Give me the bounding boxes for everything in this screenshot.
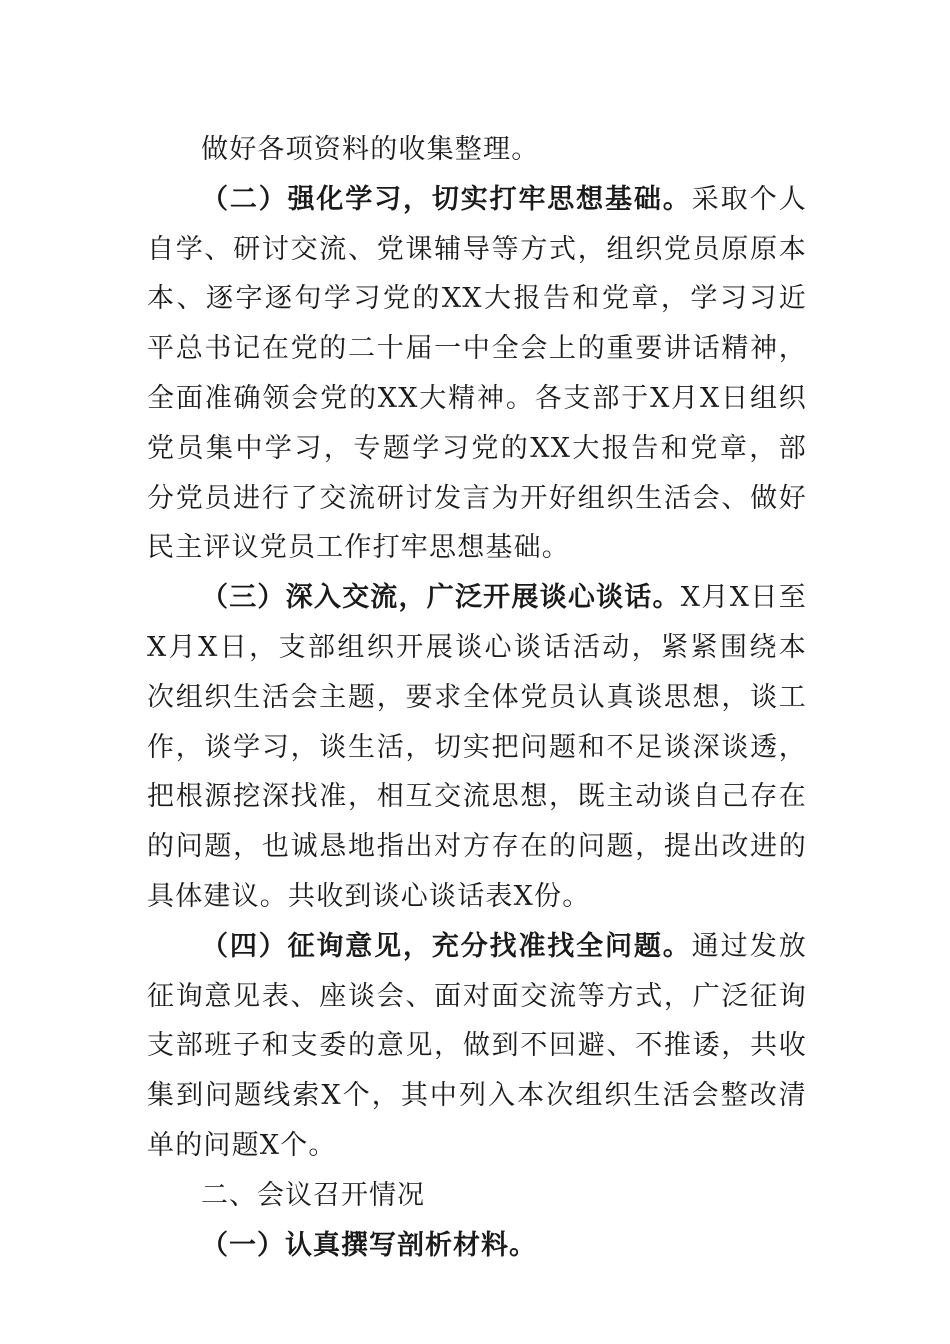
- sub-heading: （一）认真撰写剖析材料。: [201, 1229, 537, 1261]
- paragraph-study: [147, 175, 807, 573]
- document-body: [147, 125, 807, 1270]
- paragraph-lead: （二）强化学习，切实打牢思想基础。: [201, 183, 692, 215]
- paragraph-lead: （三）深入交流，广泛开展谈心谈话。: [201, 582, 681, 614]
- paragraph-lead: （四）征询意见，充分找准找全问题。: [201, 930, 692, 962]
- section-heading: 二、会议召开情况: [201, 1179, 425, 1211]
- paragraph-continuation: [147, 125, 807, 175]
- paragraph-text: 通过发放征询意见表、座谈会、面对面交流等方式，广泛征询支部班子和支委的意见，做到不回避、不推诿，共收集到问题线索X个，其中列入本次组织生活会整改清单的问题X个。: [147, 930, 807, 1161]
- paragraph-talks: [147, 573, 807, 922]
- paragraph-text: 做好各项资料的收集整理。: [201, 134, 540, 165]
- paragraph-text: X月X日至X月X日，支部组织开展谈心谈话活动，紧紧围绕本次组织生活会主题，要求全体党员认真谈思想，谈工作，谈学习，谈生活，切实把问题和不足谈深谈透，把根源挖深找准，相互交流思想，既主动谈自己存在的问题，也诚恳地指出对方存在的问题，提出改进的具体建议。共收到谈心谈话表X份。: [147, 582, 807, 912]
- paragraph-opinions: [147, 922, 807, 1171]
- paragraph-text: 采取个人自学、研讨交流、党课辅导等方式，组织党员原原本本、逐字逐句学习党的XX大报告和党章，学习习近平总书记在党的二十届一中全会上的重要讲话精神，全面准确领会党的XX大精神。各支部于X月X日组织党员集中学习，专题学习党的XX大报告和党章，部分党员进行了交流研讨发言为开好组织生活会、做好民主评议党员工作打牢思想基础。: [147, 183, 807, 564]
